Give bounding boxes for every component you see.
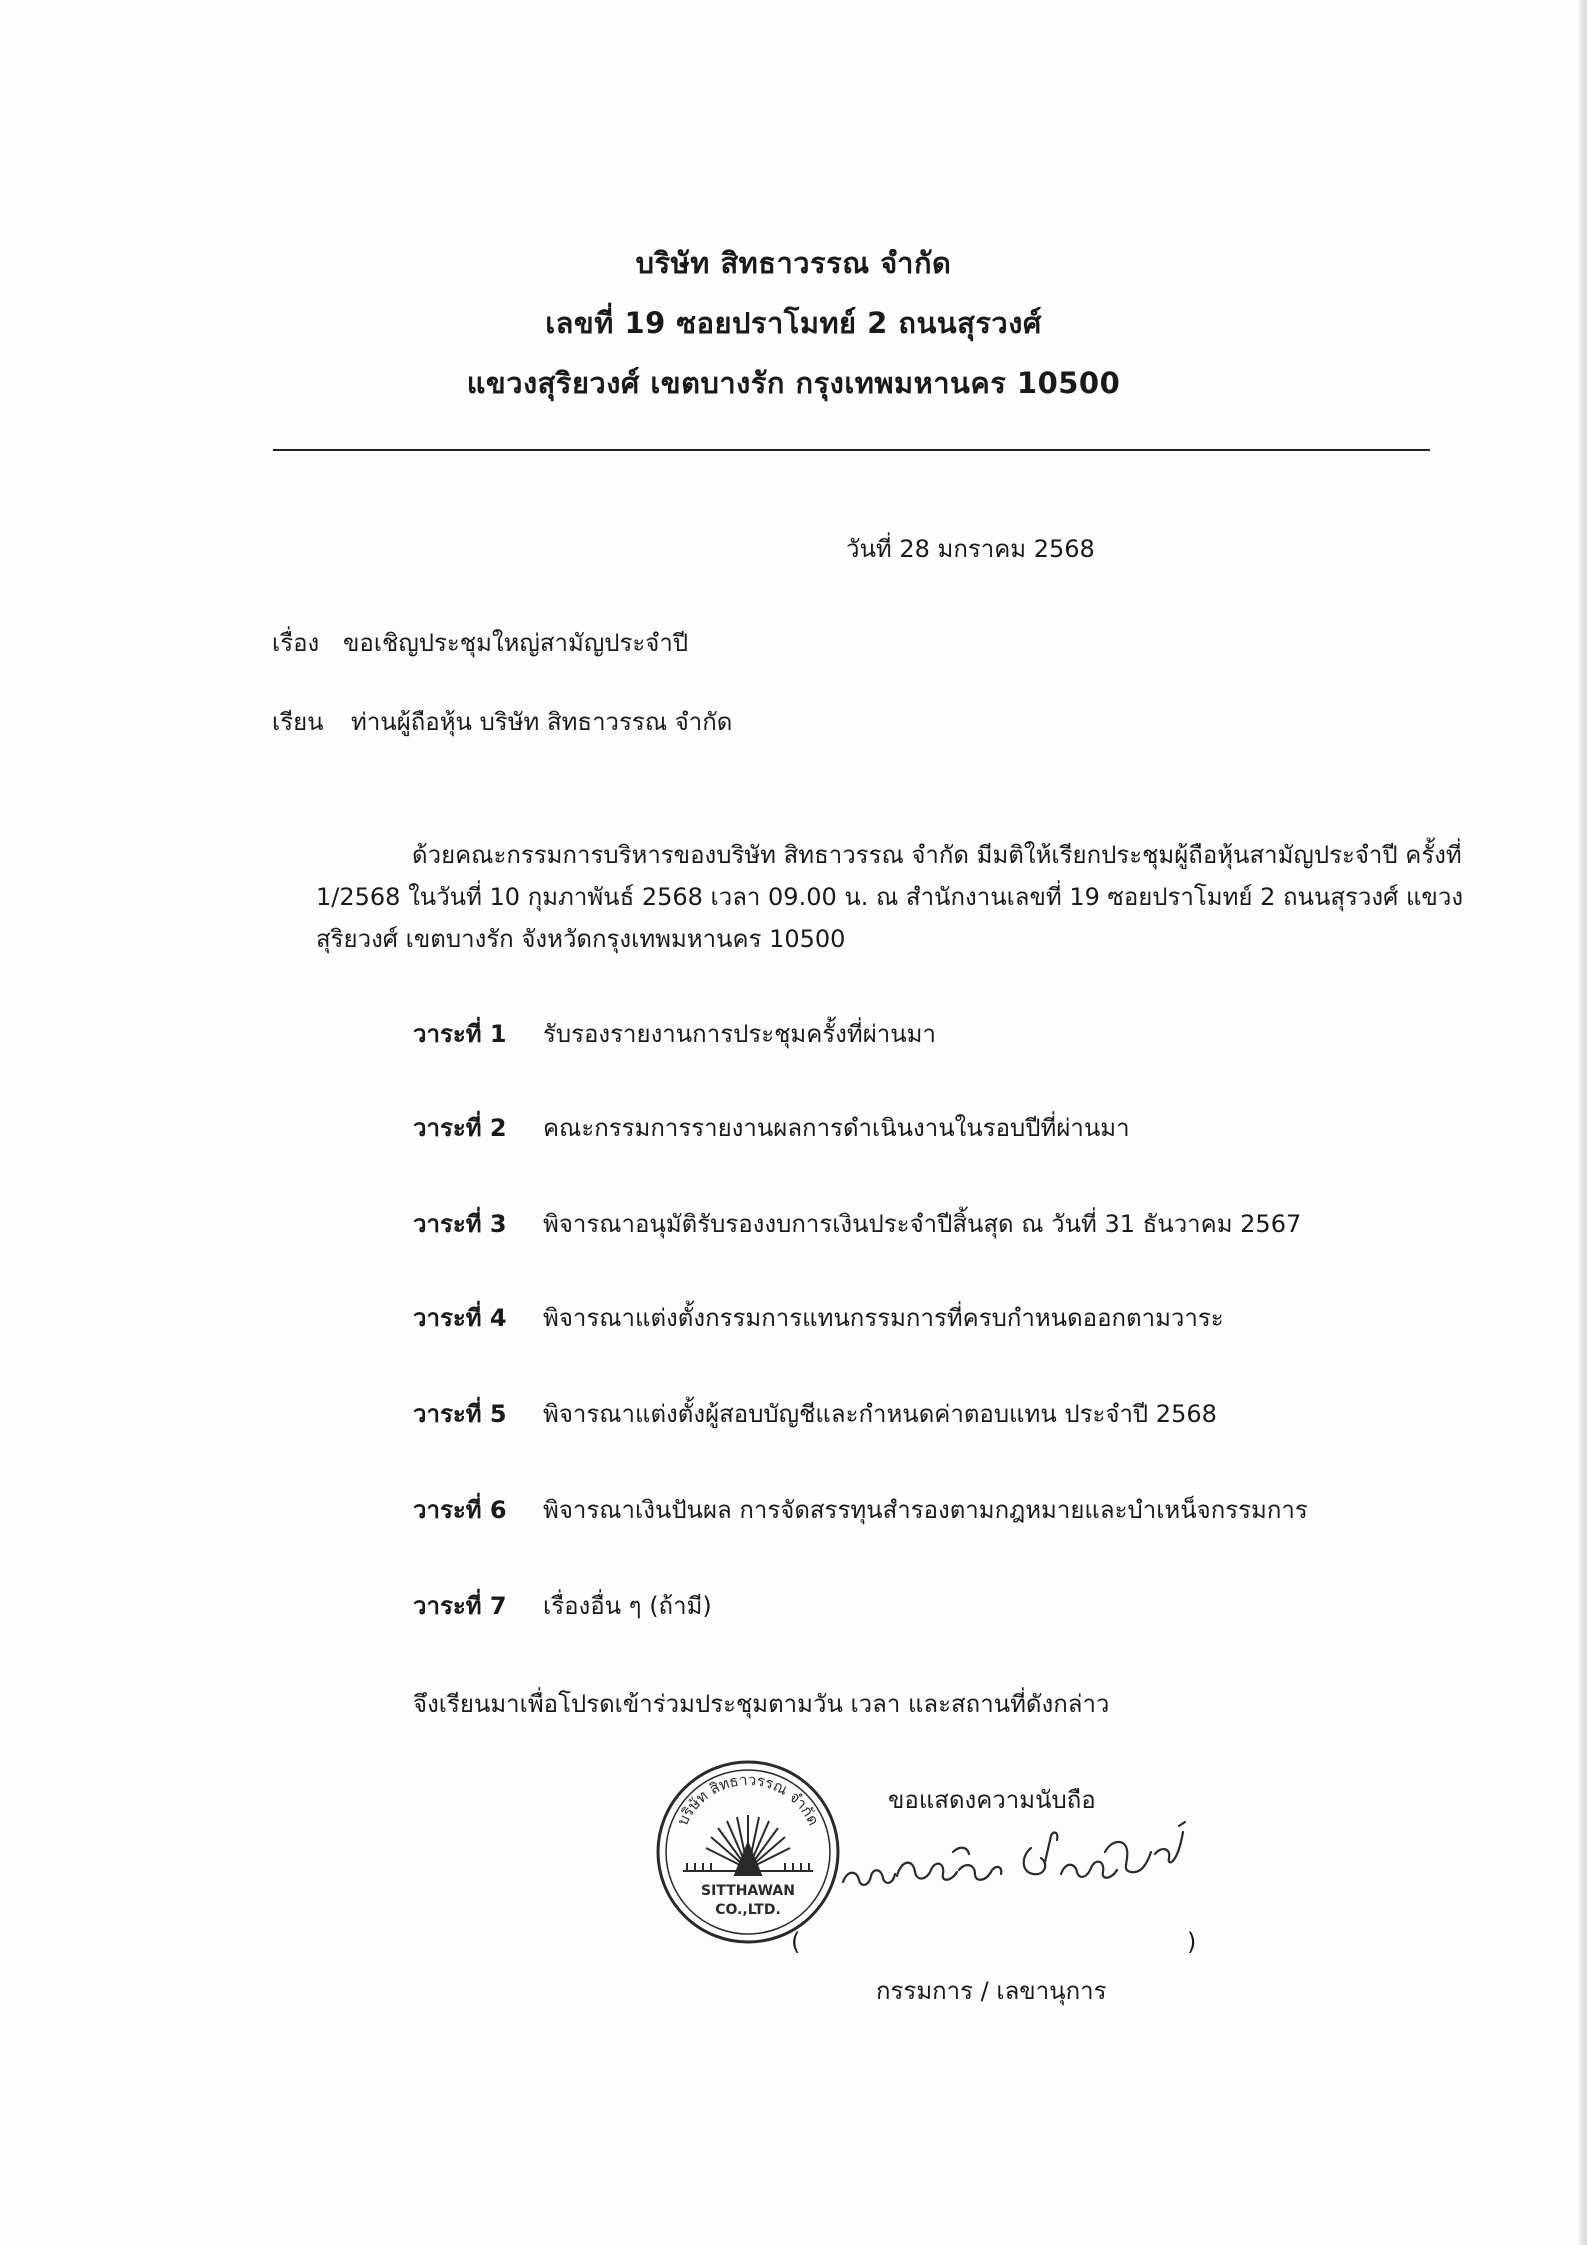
recipient-label: เรียน — [272, 708, 324, 736]
agenda-text: พิจารณาแต่งตั้งผู้สอบบัญชีและกำหนดค่าตอบแทน ประจำปี 2568 — [543, 1400, 1217, 1428]
agenda-text: รับรองรายงานการประชุมครั้งที่ผ่านมา — [543, 1020, 936, 1048]
signer-paren-open: ( — [791, 1928, 801, 1956]
agenda-label: วาระที่ 4 — [413, 1304, 507, 1332]
agenda-text: คณะกรรมการรายงานผลการดำเนินงานในรอบปีที่ผ่านมา — [543, 1114, 1130, 1142]
seal-sunburst-icon — [683, 1815, 813, 1875]
signer-title: กรรมการ / เลขานุการ — [876, 1977, 1107, 2005]
agenda-label: วาระที่ 3 — [413, 1210, 507, 1238]
agenda-label: วาระที่ 6 — [413, 1496, 507, 1524]
agenda-label: วาระที่ 7 — [413, 1592, 507, 1620]
handwritten-signature — [835, 1812, 1195, 1907]
seal-english-suffix: CO.,LTD. — [715, 1902, 781, 1918]
agenda-text: พิจารณาแต่งตั้งกรรมการแทนกรรมการที่ครบกำหนดออกตามวาระ — [543, 1304, 1224, 1332]
sign-off: ขอแสดงความนับถือ — [888, 1786, 1096, 1814]
agenda-label: วาระที่ 5 — [413, 1400, 507, 1428]
agenda-text: พิจารณาเงินปันผล การจัดสรรทุนสำรองตามกฎหมายและบำเหน็จกรรมการ — [543, 1496, 1308, 1524]
subject-text: ขอเชิญประชุมใหญ่สามัญประจำปี — [343, 629, 689, 657]
subject-label: เรื่อง — [272, 629, 320, 657]
company-address-line1: เลขที่ 19 ซอยปราโมทย์ 2 ถนนสุรวงศ์ — [545, 306, 1042, 340]
seal-english-name: SITTHAWAN — [700, 1883, 796, 1899]
agenda-text: พิจารณาอนุมัติรับรองงบการเงินประจำปีสิ้นสุด ณ วันที่ 31 ธันวาคม 2567 — [543, 1210, 1302, 1238]
company-seal — [653, 1757, 843, 1947]
closing-text: จึงเรียนมาเพื่อโปรดเข้าร่วมประชุมตามวัน เวลา และสถานที่ดังกล่าว — [413, 1690, 1110, 1718]
seal-thai-text: บริษัท สิทธาวรรณ จำกัด — [673, 1770, 823, 1829]
letter-date: วันที่ 28 มกราคม 2568 — [846, 535, 1095, 563]
company-address-line2: แขวงสุริยวงศ์ เขตบางรัก กรุงเทพมหานคร 10500 — [466, 366, 1121, 400]
recipient-text: ท่านผู้ถือหุ้น บริษัท สิทธาวรรณ จำกัด — [351, 708, 733, 736]
agenda-label: วาระที่ 2 — [413, 1114, 507, 1142]
agenda-label: วาระที่ 1 — [413, 1020, 507, 1048]
agenda-text: เรื่องอื่น ๆ (ถ้ามี) — [543, 1592, 712, 1620]
letterhead-divider — [273, 449, 1430, 451]
intro-paragraph: ด้วยคณะกรรมการบริหารของบริษัท สิทธาวรรณ จำกัด มีมติให้เรียกประชุมผู้ถือหุ้นสามัญประจำปี ครั้งที่ 1/2568 ในวันที่ 10 กุมภาพันธ์ 2568 เวลา 09.00 น. ณ สำนักงานเลขที่ 19 ซอยปราโมทย์ 2 ถนนสุรวงศ์ แขวงสุริยวงศ์ เขตบางรัก จังหวัดกรุงเทพมหานคร 10500 — [316, 841, 1464, 953]
signer-paren-close: ) — [1187, 1928, 1197, 1956]
company-name: บริษัท สิทธาวรรณ จำกัด — [635, 246, 952, 280]
